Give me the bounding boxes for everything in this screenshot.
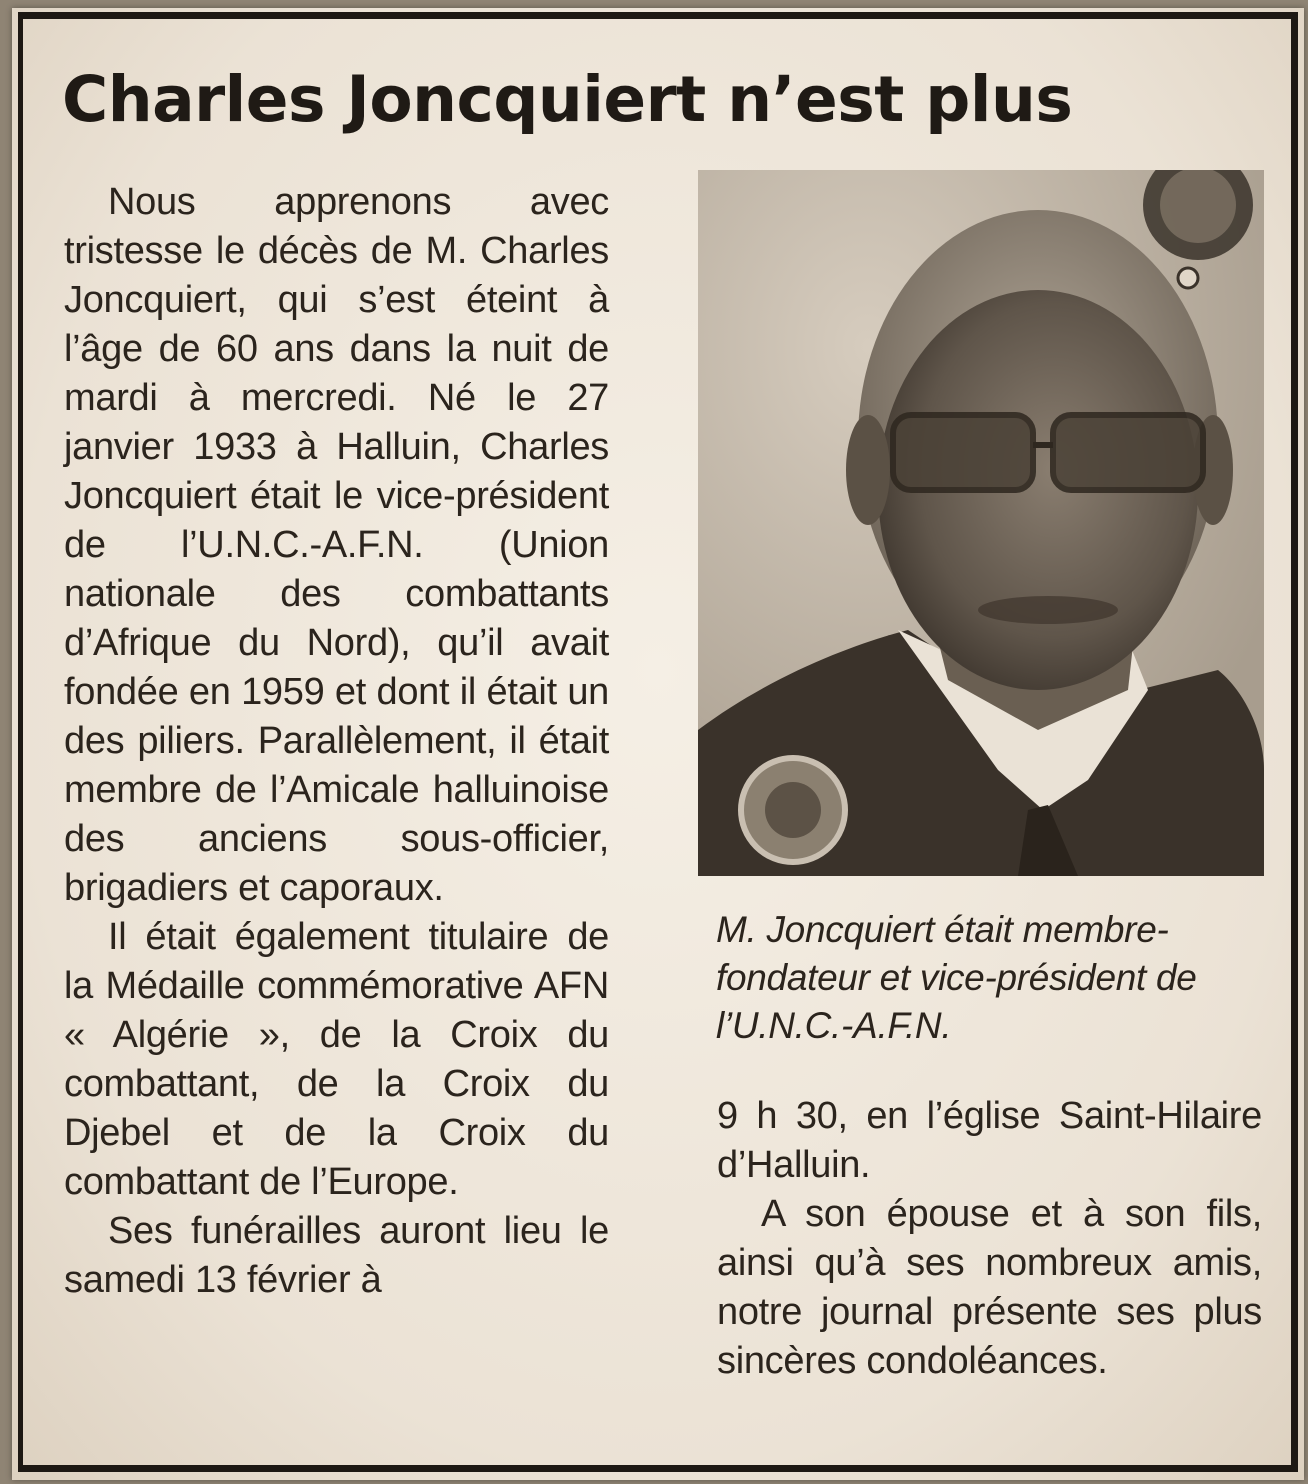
paragraph-decorations: Il était également titulaire de la Médaille commémorative AFN « Algérie », de la Croix du combattant, de la Croix du Djebel et de la Croix du combattant de l’Europe. <box>64 916 609 1203</box>
paragraph-funeral-time: 9 h 30, en l’église Saint-Hilaire d’Halluin. <box>717 1095 1262 1186</box>
article-headline: Charles Joncquiert n’est plus <box>62 63 1073 136</box>
left-column <box>64 178 609 1305</box>
paragraph-funeral-start: Ses funérailles auront lieu le samedi 13 février à <box>64 1210 609 1301</box>
right-column <box>717 1092 1262 1386</box>
portrait-photo <box>698 170 1264 876</box>
portrait-image <box>698 170 1264 876</box>
photo-caption: M. Joncquiert était membre-fondateur et vice-président de l’U.N.C.-A.F.N. <box>716 909 1197 1046</box>
paragraph-obituary-intro: Nous apprenons avec tristesse le décès de M. Charles Joncquiert, qui s’est éteint à l’âge de 60 ans dans la nuit de mardi à mercredi. Né le 27 janvier 1933 à Halluin, Charles Joncquiert était le vice-président de l’U.N.C.-A.F.N. (Union nationale des combattants d’Afrique du Nord), qu’il avait fondée en 1959 et dont il était un des piliers. Parallèlement, il était membre de l’Amicale halluinoise des anciens sous-officier, brigadiers et caporaux. <box>64 181 609 909</box>
newspaper-clipping <box>12 8 1304 1480</box>
paragraph-condolences: A son épouse et à son fils, ainsi qu’à ses nombreux amis, notre journal présente ses plus sincères condoléances. <box>717 1193 1262 1382</box>
